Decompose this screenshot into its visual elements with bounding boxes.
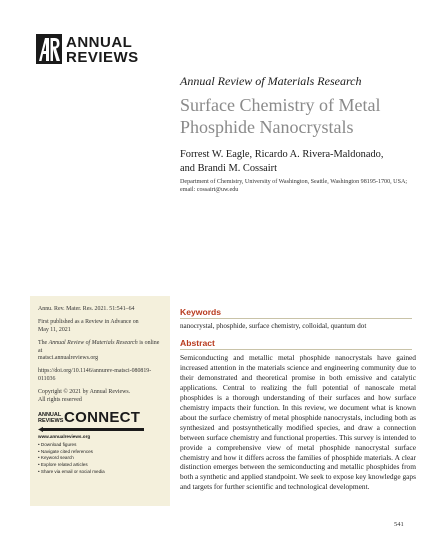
connect-item-keyword-search: • Keyword search xyxy=(38,455,163,462)
abstract-heading: Abstract xyxy=(180,338,215,348)
online-suffix: is online at xyxy=(38,340,160,354)
keywords-text: nanocrystal, phosphide, surface chemistry, colloidal, quantum dot xyxy=(180,322,367,330)
connect-item-navigate-references: • Navigate cited references xyxy=(38,449,163,456)
abstract-text: Semiconducting and metallic metal phosphide nanocrystals have gained increased attention in the materials science and engineering community due to their demonstrated and theoretical promise in both emissive and catalytic applications. Central to realizing the full potential of nanoscale metal phosphides is a thorough understanding of their surfaces and how surface chemistry impacts their function. In this review, we document what is known about the surface chemistry of metal phosphide nanocrystals, including both as synthesized and postsynthetically modified species, and draw a connection between surface chemistry and functional properties. This survey is intended to provide a comprehensive view of metal phosphide nanocrystal surface chemistry and how it differs across the families of phosphide materials. A clear distinction emerges between the semiconducting and metallic phosphides from both a synthetic and applied standpoint. We seek to expose key knowledge gaps and targets for further scientific and technological development. xyxy=(180,353,416,492)
copyright-line-1: Copyright © 2021 by Annual Reviews. xyxy=(38,389,131,396)
annual-reviews-connect[interactable] xyxy=(38,410,163,476)
logo-line-reviews: REVIEWS xyxy=(66,49,139,66)
annual-reviews-logo xyxy=(36,34,156,66)
connect-item-share: • Share via email or social media xyxy=(38,469,163,476)
online-notice xyxy=(38,340,162,362)
arrow-left-icon xyxy=(38,427,144,432)
author-list xyxy=(180,148,430,175)
affiliation-email[interactable]: email: cossairt@uw.edu xyxy=(180,187,239,193)
journal-name: Annual Review of Materials Research xyxy=(180,74,362,88)
abstract-divider xyxy=(180,349,412,350)
connect-url-link[interactable]: www.annualreviews.org xyxy=(38,434,91,439)
copyright xyxy=(38,389,162,404)
doi-line-1: https://doi.org/10.1146/annurev-matsci-080819- xyxy=(38,368,152,375)
online-line-1 xyxy=(38,340,162,355)
copyright-line-2: All rights reserved xyxy=(38,396,82,403)
authors-line-2: and Brandi M. Cossairt xyxy=(180,162,277,174)
page-number: 541 xyxy=(394,521,404,528)
keywords-divider xyxy=(180,318,412,319)
connect-ar-wordmark xyxy=(38,412,63,424)
connect-feature-list xyxy=(38,442,163,476)
connect-word: CONNECT xyxy=(64,409,141,426)
logo-line-annual: ANNUAL xyxy=(66,34,133,51)
affiliation xyxy=(180,178,430,194)
first-published-line-1: First published as a Review in Advance on xyxy=(38,319,139,326)
citation: Annu. Rev. Mater. Res. 2021. 51:541–64 xyxy=(38,306,135,312)
connect-item-related-articles: • Explore related articles xyxy=(38,462,163,469)
connect-header xyxy=(38,410,163,432)
doi-line-2: 011036 xyxy=(38,375,56,382)
connect-ar-line-1: ANNUAL xyxy=(38,412,62,418)
annual-reviews-ar-mark-icon xyxy=(36,34,62,64)
online-url-link[interactable]: matsci.annualreviews.org xyxy=(38,355,99,362)
first-published xyxy=(38,319,162,334)
connect-ar-line-2: REVIEWS xyxy=(38,418,64,424)
authors-line-1: Forrest W. Eagle, Ricardo A. Rivera-Maldonado, xyxy=(180,149,384,160)
online-prefix: The xyxy=(38,340,49,347)
doi-link[interactable] xyxy=(38,368,162,383)
article-title: Surface Chemistry of Metal Phosphide Nanocrystals xyxy=(180,95,381,137)
affiliation-line-1: Department of Chemistry, University of Washington, Seattle, Washington 98195-1700, USA; xyxy=(180,179,408,185)
first-published-line-2: May 11, 2021 xyxy=(38,326,71,333)
connect-item-download-figures: • Download figures xyxy=(38,442,163,449)
keywords-heading: Keywords xyxy=(180,307,222,317)
online-journal-italic: Annual Review of Materials Research xyxy=(48,340,138,347)
